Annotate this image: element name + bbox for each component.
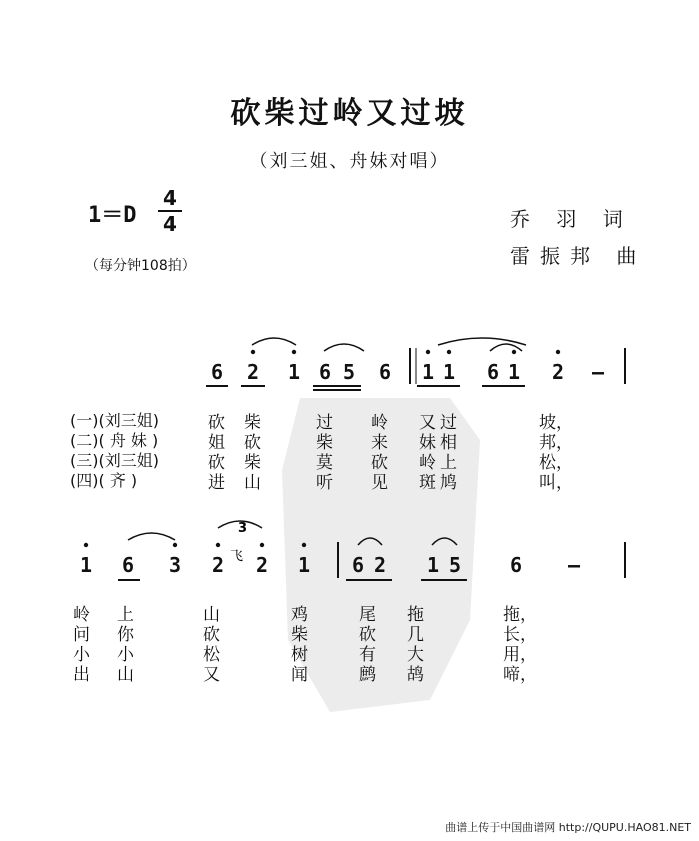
line2-note-4: 2 — [211, 553, 225, 577]
line1-note-9: 6 — [486, 360, 500, 384]
lyric-char: 进 — [208, 473, 225, 493]
lyric-char: 岭 — [419, 453, 436, 473]
lyric-char: 长， — [503, 625, 537, 645]
octave-dot — [292, 350, 296, 354]
slur-arc — [252, 338, 296, 345]
lyric-char: 柴 — [316, 433, 333, 453]
line2-note-10: 5 — [448, 553, 462, 577]
line1-note-12: — — [591, 360, 605, 384]
lyric-char: 砍 — [203, 625, 220, 645]
lyric-char: 大 — [407, 645, 424, 665]
lyric-char: 砍 — [371, 453, 388, 473]
lyric-char: 用， — [503, 645, 537, 665]
lyric-char: 叫， — [539, 473, 573, 493]
composer-credit: 雷振邦 曲 — [510, 244, 647, 268]
octave-dot — [251, 350, 255, 354]
octave-dot — [447, 350, 451, 354]
lyric-char: 闻 — [291, 665, 308, 685]
lyric-char: 几 — [407, 625, 424, 645]
song-title: 砍柴过岭又过坡 — [230, 96, 469, 131]
lyric-char: 鸠 — [440, 473, 457, 493]
lyric-char: 松 — [203, 645, 220, 665]
triplet-number: 3 — [238, 521, 248, 536]
verse-label: (二)( 舟 妹 ) — [70, 431, 159, 450]
lyric-char: 松， — [539, 453, 573, 473]
footer-source: 曲谱上传于中国曲谱网 http://QUPU.HAO81.NET — [445, 821, 691, 834]
key-signature: 1＝D — [88, 203, 137, 228]
octave-dot — [260, 543, 264, 547]
lyric-char: 听 — [316, 473, 333, 493]
line1-note-4: 6 — [318, 360, 332, 384]
slur-arc — [358, 538, 382, 545]
lyric-char: 拖， — [503, 605, 537, 625]
song-subtitle: （刘三姐、舟妹对唱） — [249, 151, 450, 172]
line2-note-9: 1 — [426, 553, 440, 577]
lyric-char: 见 — [371, 473, 388, 493]
time-denominator: 4 — [163, 212, 177, 236]
lyric-char: 尾 — [359, 605, 376, 625]
lyric-char: 砍 — [208, 453, 225, 473]
time-numerator: 4 — [163, 186, 177, 210]
line2-note-6: 1 — [297, 553, 311, 577]
line1-note-8: 1 — [442, 360, 456, 384]
octave-dot — [84, 543, 88, 547]
lyric-char: 鸡 — [291, 605, 308, 625]
lyric-char: 鸪 — [407, 665, 424, 685]
lyric-char: 柴 — [291, 625, 308, 645]
lyric-char: 邦， — [539, 433, 573, 453]
lyricist-credit: 乔 羽 词 — [510, 207, 633, 231]
slur-arc — [432, 538, 457, 545]
grace-mark: 飞 — [230, 549, 244, 564]
lyric-char: 岭 — [73, 605, 90, 625]
lyric-char: 上 — [117, 605, 134, 625]
lyric-char: 砍 — [244, 433, 261, 453]
octave-dot — [426, 350, 430, 354]
lyric-char: 小 — [73, 645, 90, 665]
lyric-char: 山 — [244, 473, 261, 493]
line1-note-6: 6 — [378, 360, 392, 384]
lyric-char: 过 — [440, 413, 457, 433]
lyric-char: 姐 — [208, 433, 225, 453]
lyric-char: 有 — [359, 645, 376, 665]
verse-label: (三)(刘三姐) — [70, 451, 159, 470]
slur-arc — [438, 338, 526, 345]
lyric-char: 柴 — [244, 453, 261, 473]
lyric-char: 拖 — [407, 605, 424, 625]
line2-note-5: 2 — [255, 553, 269, 577]
lyric-char: 来 — [371, 433, 388, 453]
verse-label: (四)( 齐 ) — [70, 471, 138, 490]
lyric-char: 又 — [203, 665, 220, 685]
line1-note-3: 1 — [287, 360, 301, 384]
octave-dot — [216, 543, 220, 547]
line2-note-7: 6 — [351, 553, 365, 577]
line1-note-10: 1 — [507, 360, 521, 384]
lyric-char: 小 — [117, 645, 134, 665]
octave-dot — [302, 543, 306, 547]
line1-note-5: 5 — [342, 360, 356, 384]
slur-arc — [128, 533, 175, 540]
lyric-char: 柴 — [244, 413, 261, 433]
lyric-char: 啼， — [503, 665, 537, 685]
line2-note-8: 2 — [373, 553, 387, 577]
line2-note-12: — — [567, 553, 581, 577]
lyric-char: 妹 — [419, 433, 436, 453]
slur-arc — [490, 344, 522, 351]
lyric-char: 山 — [117, 665, 134, 685]
octave-dot — [173, 543, 177, 547]
lyric-char: 坡， — [539, 413, 573, 433]
lyric-char: 又 — [419, 413, 436, 433]
line1-note-7: 1 — [421, 360, 435, 384]
lyric-char: 问 — [73, 625, 90, 645]
lyric-char: 上 — [440, 453, 457, 473]
line2-note-1: 1 — [79, 553, 93, 577]
lyric-char: 砍 — [208, 413, 225, 433]
lyric-char: 斑 — [419, 473, 436, 493]
octave-dot — [512, 350, 516, 354]
octave-dot — [556, 350, 560, 354]
tempo-marking: （每分钟108拍） — [85, 258, 196, 274]
lyric-char: 相 — [440, 433, 457, 453]
line1-note-2: 2 — [246, 360, 260, 384]
lyric-char: 出 — [73, 665, 90, 685]
lyric-char: 过 — [316, 413, 333, 433]
lyric-char: 莫 — [316, 453, 333, 473]
line2-note-11: 6 — [509, 553, 523, 577]
line1-note-1: 6 — [210, 360, 224, 384]
line2-note-3: 3 — [168, 553, 182, 577]
lyric-char: 岭 — [371, 413, 388, 433]
lyric-char: 树 — [291, 645, 308, 665]
line2-note-2: 6 — [121, 553, 135, 577]
verse-label: (一)(刘三姐) — [70, 411, 159, 430]
line1-note-11: 2 — [551, 360, 565, 384]
lyric-char: 你 — [117, 625, 134, 645]
lyric-char: 砍 — [359, 625, 376, 645]
lyric-char: 山 — [203, 605, 220, 625]
lyric-char: 鹧 — [359, 665, 376, 685]
slur-arc — [324, 344, 364, 351]
